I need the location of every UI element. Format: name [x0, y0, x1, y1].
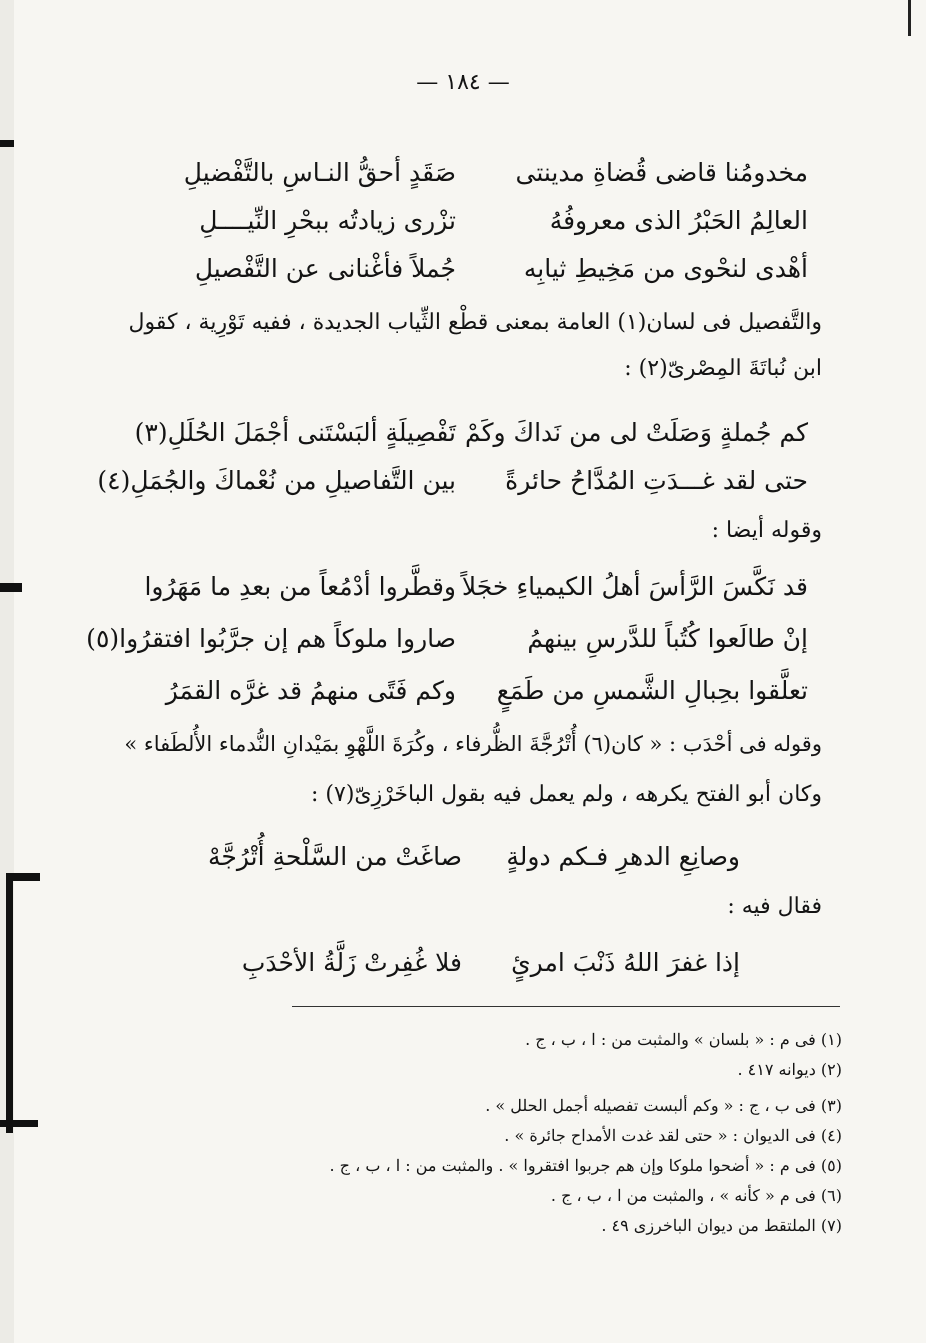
prose-line: وكان أبو الفتح يكرهه ، ولم يعمل فيه بقول الباخَرْزِىّ(٧) :	[311, 782, 822, 807]
footnote: (٧) الملتقط من ديوان الباخرزى ٤٩ .	[601, 1216, 842, 1235]
footnote: (٢) ديوانه ٤١٧ .	[737, 1060, 842, 1079]
verse-hemistich-left: جُملاً فأغْنانى عن التَّفْصيلِ	[194, 254, 456, 283]
prose-line: والتَّفصيل فى لسان(١) العامة بمعنى قطْع الثِّياب الجديدة ، ففيه تَوْرِية ، كقول	[128, 310, 822, 335]
verse-hemistich-right: قد نَكَّسَ الرَّأسَ أهلُ الكيمياءِ خجَلاً	[461, 572, 808, 601]
verse-hemistich-left: وقطَّروا أدْمُعاً من بعدِ ما مَهَرُوا	[144, 572, 456, 601]
footnote: (٦) فى م « كأنه » ، والمثبت من ا ، ب ، ج .	[550, 1186, 842, 1205]
verse-hemistich-right: حتى لقد غـــدَتِ المُدَّاحُ حائرةً	[505, 466, 808, 495]
binding-mark	[908, 0, 911, 36]
verse-hemistich-right: تعلَّقوا بحِبالِ الشَّمسِ من طَمَعٍ	[496, 676, 808, 705]
prose-line: فقال فيه :	[727, 894, 822, 919]
verse-hemistich-right: وصانِعِ الدهرِ فـكم دولةٍ	[506, 842, 740, 871]
footnote: (١) فى م : « بلسان » والمثبت من : ا ، ب ، ج .	[525, 1030, 842, 1049]
verse-hemistich-left: تَفْصِيلَةٍ ألبَسْتَنى أجْمَلَ الحُلَلِ(٣)	[134, 418, 456, 447]
verse-hemistich-right: مخدومُنا قاضى قُضاةِ مدينتى	[515, 158, 808, 187]
verse-hemistich-right: أهْدى لنحْوى من مَخِيطِ ثيابِه	[523, 254, 808, 283]
verse-hemistich-left: فلا غُفِرتْ زَلَّةُ الأحْدَبِ	[241, 948, 462, 977]
verse-hemistich-left: صاغَتْ من السَّلْحةِ أُتْرُجَّهْ	[208, 842, 462, 871]
footnote: (٥) فى م : « أضحوا ملوكا وإن هم جربوا افتقروا » . والمثبت من : ا ، ب ، ج .	[329, 1156, 842, 1175]
margin-mark	[0, 583, 22, 592]
prose-line: ابن نُباتَةَ المِصْرىّ(٢) :	[624, 356, 822, 381]
page-number: — ١٨٤ —	[416, 70, 510, 95]
page-edge	[0, 0, 14, 1343]
verse-hemistich-right: إنْ طالَعوا كُتُباً للدَّرسِ بينهمُ	[527, 624, 808, 653]
prose-line: وقوله فى أحْدَب : « كان(٦) أُتْرُجَّةَ الظُّرفاء ، وكُرَةَ اللَّهْوِ بمَيْدانِ النُّدماء الأُلطَفاء »	[124, 732, 822, 756]
margin-mark	[0, 1120, 38, 1127]
verse-hemistich-left: تزْرى زيادتُه ببحْرِ النِّيــــلِ	[199, 206, 456, 235]
verse-hemistich-right: إذا غفرَ اللهُ ذَنْبَ امرئٍ	[511, 948, 740, 977]
verse-hemistich-right: كم جُملةٍ وَصَلَتْ لى من نَداكَ وكَمْ	[464, 418, 808, 447]
verse-hemistich-left: صاروا ملوكاً هم إن جرَّبُوا افتقرُوا(٥)	[86, 624, 456, 653]
prose-line: وقوله أيضا :	[711, 518, 822, 543]
verse-hemistich-left: صَقَدٍ أحقُّ النـاسِ بالتَّفْضيلِ	[183, 158, 456, 187]
margin-mark	[6, 873, 13, 1133]
verse-hemistich-left: وكم فَتًى منهمُ قد غرَّه القمَرُ	[165, 676, 456, 705]
verse-hemistich-right: العالِمُ الحَبْرُ الذى معروفُهُ	[549, 206, 808, 235]
footnote: (٣) فى ب ، ج : « وكم ألبست تفصيله أجمل الحلل » .	[485, 1096, 842, 1115]
footnote-separator	[292, 1006, 840, 1007]
footnote: (٤) فى الديوان : « حتى لقد غدت الأمداح جائرة » .	[504, 1126, 842, 1145]
margin-mark	[0, 140, 14, 147]
verse-hemistich-left: بين التَّفاصيلِ من نُعْماكَ والجُمَلِ(٤)	[97, 466, 456, 495]
